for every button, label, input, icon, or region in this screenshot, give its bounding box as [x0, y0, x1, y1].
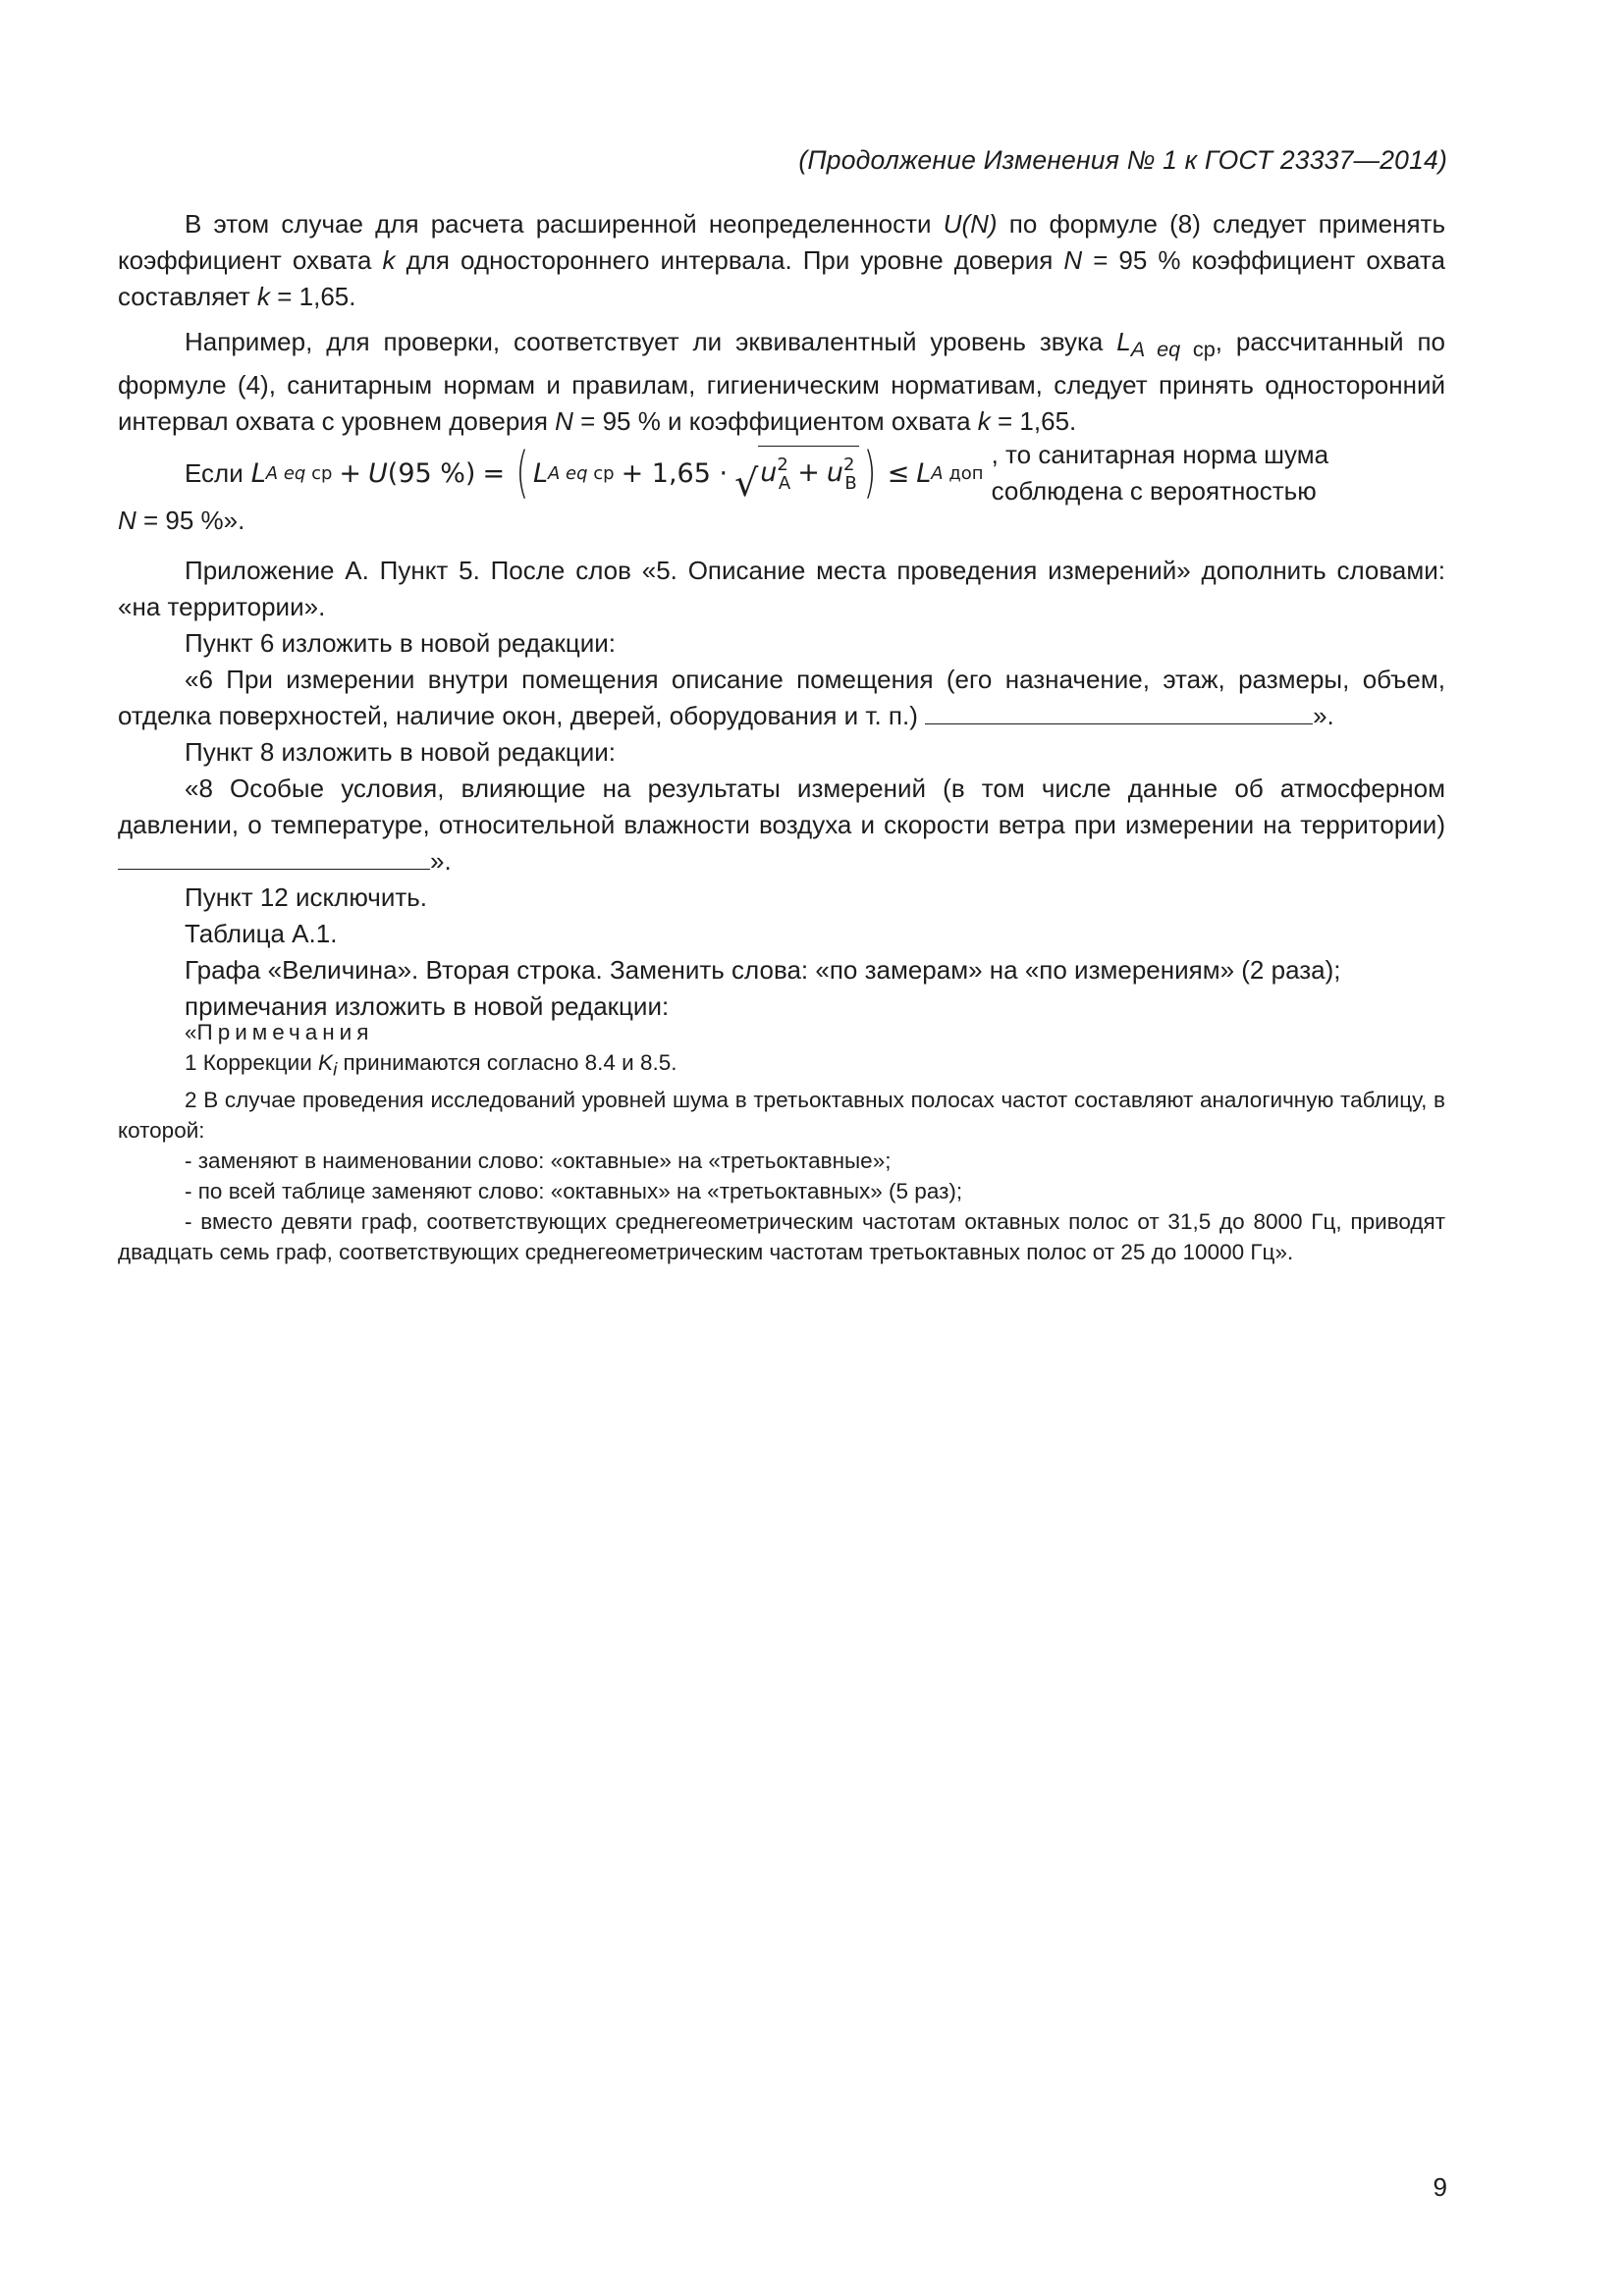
page-number: 9	[1433, 2172, 1447, 2202]
paragraph-table-a1: Таблица А.1.	[185, 919, 338, 949]
left-paren: (	[515, 441, 529, 506]
right-paren: )	[863, 441, 877, 506]
radical-sign-icon: √	[734, 460, 759, 505]
paragraph-item6-heading: Пункт 6 изложить в новой редакции:	[185, 628, 617, 659]
paragraph-item8-heading: Пункт 8 изложить в новой редакции:	[185, 737, 617, 768]
paragraph-formula-continuation: N = 95 %».	[118, 506, 245, 536]
note-2-item-3: - вместо девяти граф, соответствующих среднегеометрическим частотам октавных полос от 31,5 до 8000 Гц, приводят двадцать семь граф, соответствующих среднегеометрическим частотам третьоктавных полос от 25 до 10000 Гц».	[118, 1208, 1445, 1264]
note-1: 1 Коррекции $K_i$ принимаются согласно 8.4 и 8.5.	[185, 1050, 677, 1080]
notes-block	[118, 1017, 1445, 1267]
paragraph-column-value: Графа «Величина». Вторая строка. Заменить слова: «по замерам» на «по измерениям» (2 раза);	[185, 955, 1341, 986]
formula-line	[118, 440, 1445, 507]
paragraph-notes-intro: примечания изложить в новой редакции:	[185, 991, 670, 1022]
paragraph-item8-text: «8 Особые условия, влияющие на результаты измерений (в том числе данные об атмосферном давлении, о температуре, относительной влажности воздуха и скорости ветра при измерении на территории) ».	[118, 774, 1445, 877]
note-2-item-2: - по всей таблице заменяют слово: «октавных» на «третьоктавных» (5 раз);	[185, 1178, 963, 1203]
note-2: 2 В случае проведения исследований уровней шума в третьоктавных полосах частот составляют аналогичную таблицу, в которой:	[118, 1087, 1445, 1143]
blank-line	[925, 704, 1313, 724]
paragraph-annex-item5: Приложение А. Пункт 5. После слов «5. Описание места проведения измерений» дополнить словами: «на территории».	[118, 556, 1445, 622]
paragraph-item6-text: «6 При измерении внутри помещения описание помещения (его назначение, этаж, размеры, объем, отделка поверхностей, наличие окон, дверей, оборудования и т. п.) ».	[118, 665, 1445, 731]
formula-lead: Если	[185, 457, 244, 488]
notes-title: «Примечания	[185, 1020, 374, 1044]
paragraph-coverage-factor: В этом случае для расчета расширенной неопределенности U(N) по формуле (8) следует применять коэффициент охвата k для одностороннего интервала. При уровне доверия N = 95 % коэффициент охвата составляет k = 1,65.	[118, 209, 1445, 311]
body-text	[118, 206, 1445, 1025]
note-2-item-1: - заменяют в наименовании слово: «октавные» на «третьоктавные»;	[185, 1148, 892, 1173]
paragraph-example: Например, для проверки, соответствует ли эквивалентный уровень звука $L_{A eq ср}$, рассчитанный по формуле (4), санитарным нормам и правилам, гигиеническим нормативам, следует принять односторонний интервал охвата с уровнем доверия N = 95 % и коэффициентом охвата k = 1,65.	[118, 327, 1445, 437]
formula: L A eq ср + U (95 %) = ( L A eq ср + 1,65 · √ $u^2_А + u^2_В$ ) ≤ L A доп	[250, 441, 984, 506]
paragraph-item12: Пункт 12 исключить.	[185, 882, 428, 913]
running-header: (Продолжение Изменения № 1 к ГОСТ 23337—2014)	[798, 145, 1447, 175]
square-root: √ $u^2_А + u^2_В$	[734, 446, 859, 502]
formula-tail: , то санитарная норма шума соблюдена с вероятностью	[991, 440, 1329, 507]
blank-line	[118, 849, 430, 870]
